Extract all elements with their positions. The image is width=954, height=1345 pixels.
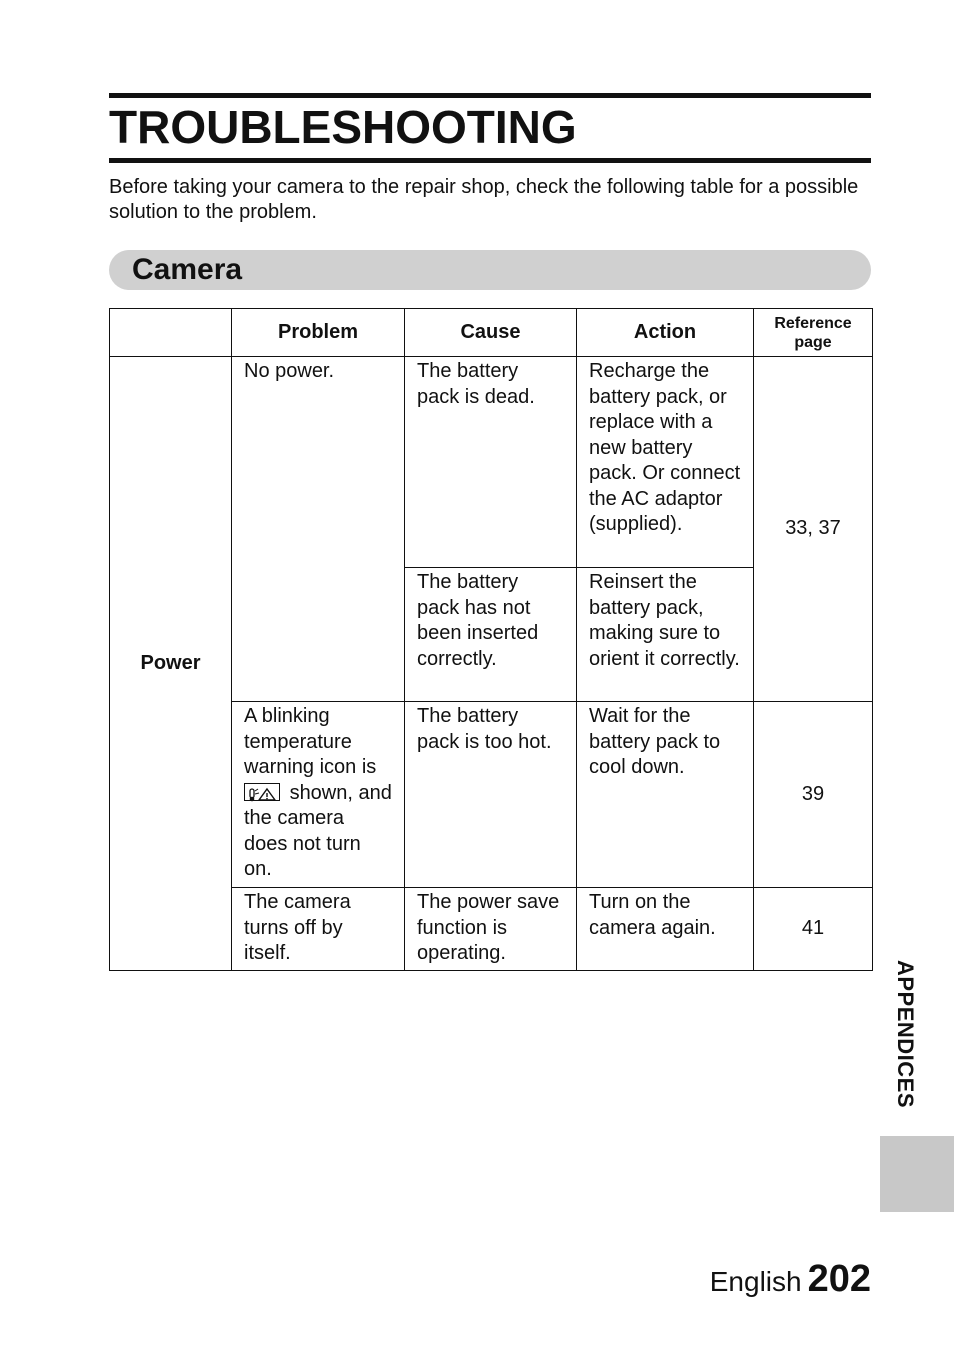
section-title: Camera [132, 253, 243, 286]
title-rule-top [109, 93, 871, 98]
appendices-label-text: APPENDICES [893, 960, 918, 1109]
intro-text: Before taking your camera to the repair shop, check the following table for a possible solution to the problem. [109, 176, 859, 223]
reference-cell: 39 [754, 702, 873, 888]
problem-text-before-icon: A blinking temperature warning icon is [244, 705, 377, 778]
problem-cell [232, 702, 405, 888]
temperature-warning-icon [244, 783, 280, 801]
temperature-warning-icon-graphic [245, 787, 278, 802]
header-problem: Problem [232, 309, 405, 357]
troubleshooting-table [109, 308, 873, 971]
cause-cell: The battery pack is dead. [405, 357, 577, 568]
appendices-side-label [884, 960, 924, 1130]
section-header [109, 250, 871, 290]
header-reference: Reference page [754, 309, 873, 357]
action-cell: Turn on the camera again. [577, 888, 754, 971]
page-number: 202 [807, 1258, 871, 1300]
action-cell: Wait for the battery pack to cool down. [577, 702, 754, 888]
problem-cell: No power. [232, 357, 405, 702]
cause-cell: The power save function is operating. [405, 888, 577, 971]
side-tab-block [880, 1136, 954, 1212]
action-cell: Reinsert the battery pack, making sure to orient it correctly. [577, 568, 754, 702]
reference-cell: 33, 37 [754, 357, 873, 702]
reference-cell: 41 [754, 888, 873, 971]
header-category [110, 309, 232, 357]
table-header-row [110, 309, 873, 357]
table-row [110, 357, 873, 568]
title-rule-bottom [109, 158, 871, 163]
footer-language: English [709, 1266, 802, 1297]
page-footer [710, 1258, 871, 1301]
page-title: TROUBLESHOOTING [109, 101, 577, 153]
action-cell: Recharge the battery pack, or replace with a new battery pack. Or connect the AC adaptor (supplied). [577, 357, 754, 568]
category-cell: Power [110, 357, 232, 971]
problem-text-after-icon: shown, and the camera does not turn on. [244, 781, 392, 880]
problem-cell: The camera turns off by itself. [232, 888, 405, 971]
cause-cell: The battery pack has not been inserted correctly. [405, 568, 577, 702]
cause-cell: The battery pack is too hot. [405, 702, 577, 888]
header-cause: Cause [405, 309, 577, 357]
header-action: Action [577, 309, 754, 357]
